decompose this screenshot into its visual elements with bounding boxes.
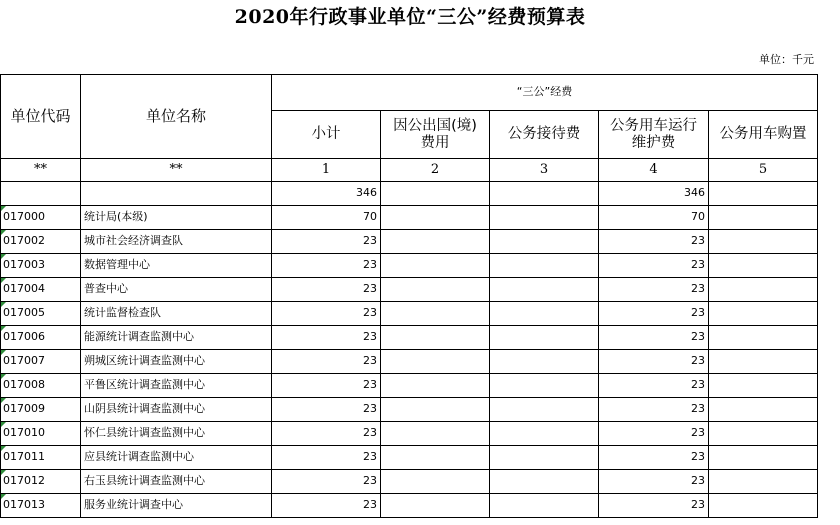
index-cell: 1 [272,159,381,182]
abroad-cell [381,278,490,302]
vehicle-operation-cell: 23 [599,350,709,374]
index-cell: ** [81,159,272,182]
unit-name-cell: 右玉县统计调查监测中心 [81,470,272,494]
vehicle-operation-cell: 23 [599,446,709,470]
table-row [1,230,818,254]
subtotal-cell: 23 [272,398,381,422]
unit-name-cell: 平鲁区统计调查监测中心 [81,374,272,398]
subtotal-cell: 23 [272,278,381,302]
unit-code-cell: 017005 [1,302,81,326]
unit-code-cell: 017010 [1,422,81,446]
reception-cell [490,350,599,374]
unit-name-cell: 服务业统计调查中心 [81,494,272,518]
abroad-cell [381,350,490,374]
abroad-cell [381,494,490,518]
vehicle-purchase-cell [709,422,818,446]
unit-code-cell: 017013 [1,494,81,518]
subtotal-cell: 23 [272,374,381,398]
unit-code-cell: 017003 [1,254,81,278]
abroad-cell [381,326,490,350]
reception-cell [490,398,599,422]
index-cell: 2 [381,159,490,182]
total-abroad [381,182,490,206]
vehicle-operation-cell: 23 [599,230,709,254]
subtotal-cell: 23 [272,302,381,326]
unit-name-cell: 普查中心 [81,278,272,302]
unit-name-cell: 能源统计调查监测中心 [81,326,272,350]
vehicle-operation-cell: 70 [599,206,709,230]
table-row [1,494,818,518]
table-row [1,302,818,326]
vehicle-purchase-cell [709,230,818,254]
unit-code-cell: 017011 [1,446,81,470]
header-reception: 公务接待费 [490,111,599,159]
reception-cell [490,470,599,494]
unit-code-cell: 017002 [1,230,81,254]
page-title: 2020年行政事业单位“三公”经费预算表 [234,6,586,28]
abroad-cell [381,254,490,278]
index-cell: 5 [709,159,818,182]
vehicle-purchase-cell [709,254,818,278]
unit-name-cell: 统计监督检查队 [81,302,272,326]
unit-name-cell: 怀仁县统计调查监测中心 [81,422,272,446]
vehicle-operation-cell: 23 [599,278,709,302]
vehicle-purchase-cell [709,374,818,398]
vehicle-purchase-cell [709,206,818,230]
abroad-cell [381,470,490,494]
abroad-cell [381,422,490,446]
subtotal-cell: 23 [272,326,381,350]
total-vehicle-purchase [709,182,818,206]
total-vehicle-operation: 346 [599,182,709,206]
subtotal-cell: 23 [272,230,381,254]
abroad-cell [381,230,490,254]
vehicle-operation-cell: 23 [599,254,709,278]
unit-code-cell: 017012 [1,470,81,494]
total-reception [490,182,599,206]
vehicle-operation-cell: 23 [599,494,709,518]
total-code [1,182,81,206]
vehicle-purchase-cell [709,494,818,518]
reception-cell [490,206,599,230]
index-cell: 4 [599,159,709,182]
reception-cell [490,326,599,350]
unit-code-cell: 017004 [1,278,81,302]
table-row [1,470,818,494]
reception-cell [490,302,599,326]
reception-cell [490,278,599,302]
unit-name-cell: 山阴县统计调查监测中心 [81,398,272,422]
header-subtotal: 小计 [272,111,381,159]
abroad-cell [381,302,490,326]
reception-cell [490,230,599,254]
table-row [1,254,818,278]
subtotal-cell: 23 [272,350,381,374]
total-row [1,182,818,206]
total-subtotal: 346 [272,182,381,206]
header-vehicle-operation: 公务用车运行 维护费 [599,111,709,159]
abroad-cell [381,398,490,422]
unit-code-cell: 017006 [1,326,81,350]
unit-code-cell: 017008 [1,374,81,398]
header-three-public-expenses: “三公”经费 [272,75,818,111]
index-cell: 3 [490,159,599,182]
total-name [81,182,272,206]
subtotal-cell: 23 [272,254,381,278]
unit-name-cell: 城市社会经济调查队 [81,230,272,254]
vehicle-operation-cell: 23 [599,326,709,350]
header-vehicle-purchase: 公务用车购置 [709,111,818,159]
unit-name-cell: 数据管理中心 [81,254,272,278]
vehicle-operation-cell: 23 [599,398,709,422]
subtotal-cell: 23 [272,470,381,494]
subtotal-cell: 23 [272,446,381,470]
subtotal-cell: 23 [272,494,381,518]
unit-name-cell: 应县统计调查监测中心 [81,446,272,470]
vehicle-purchase-cell [709,470,818,494]
vehicle-purchase-cell [709,326,818,350]
vehicle-operation-cell: 23 [599,422,709,446]
unit-name-cell: 统计局(本级) [81,206,272,230]
vehicle-operation-cell: 23 [599,302,709,326]
reception-cell [490,254,599,278]
budget-table [0,74,818,518]
vehicle-purchase-cell [709,302,818,326]
table-row [1,422,818,446]
vehicle-purchase-cell [709,446,818,470]
subtotal-cell: 70 [272,206,381,230]
reception-cell [490,422,599,446]
reception-cell [490,374,599,398]
header-abroad: 因公出国(境) 费用 [381,111,490,159]
vehicle-operation-cell: 23 [599,374,709,398]
unit-code-cell: 017009 [1,398,81,422]
vehicle-purchase-cell [709,278,818,302]
reception-cell [490,494,599,518]
abroad-cell [381,206,490,230]
table-row [1,398,818,422]
abroad-cell [381,374,490,398]
index-row [1,159,818,182]
abroad-cell [381,446,490,470]
header-unit-name: 单位名称 [81,75,272,159]
table-row [1,326,818,350]
unit-label: 单位：千元 [759,53,814,66]
table-row [1,350,818,374]
subtotal-cell: 23 [272,422,381,446]
table-row [1,278,818,302]
table-row [1,446,818,470]
unit-code-cell: 017007 [1,350,81,374]
unit-code-cell: 017000 [1,206,81,230]
header-unit-code: 单位代码 [1,75,81,159]
table-row [1,206,818,230]
vehicle-purchase-cell [709,350,818,374]
unit-name-cell: 朔城区统计调查监测中心 [81,350,272,374]
reception-cell [490,446,599,470]
vehicle-operation-cell: 23 [599,470,709,494]
vehicle-purchase-cell [709,398,818,422]
index-cell: ** [1,159,81,182]
table-row [1,374,818,398]
